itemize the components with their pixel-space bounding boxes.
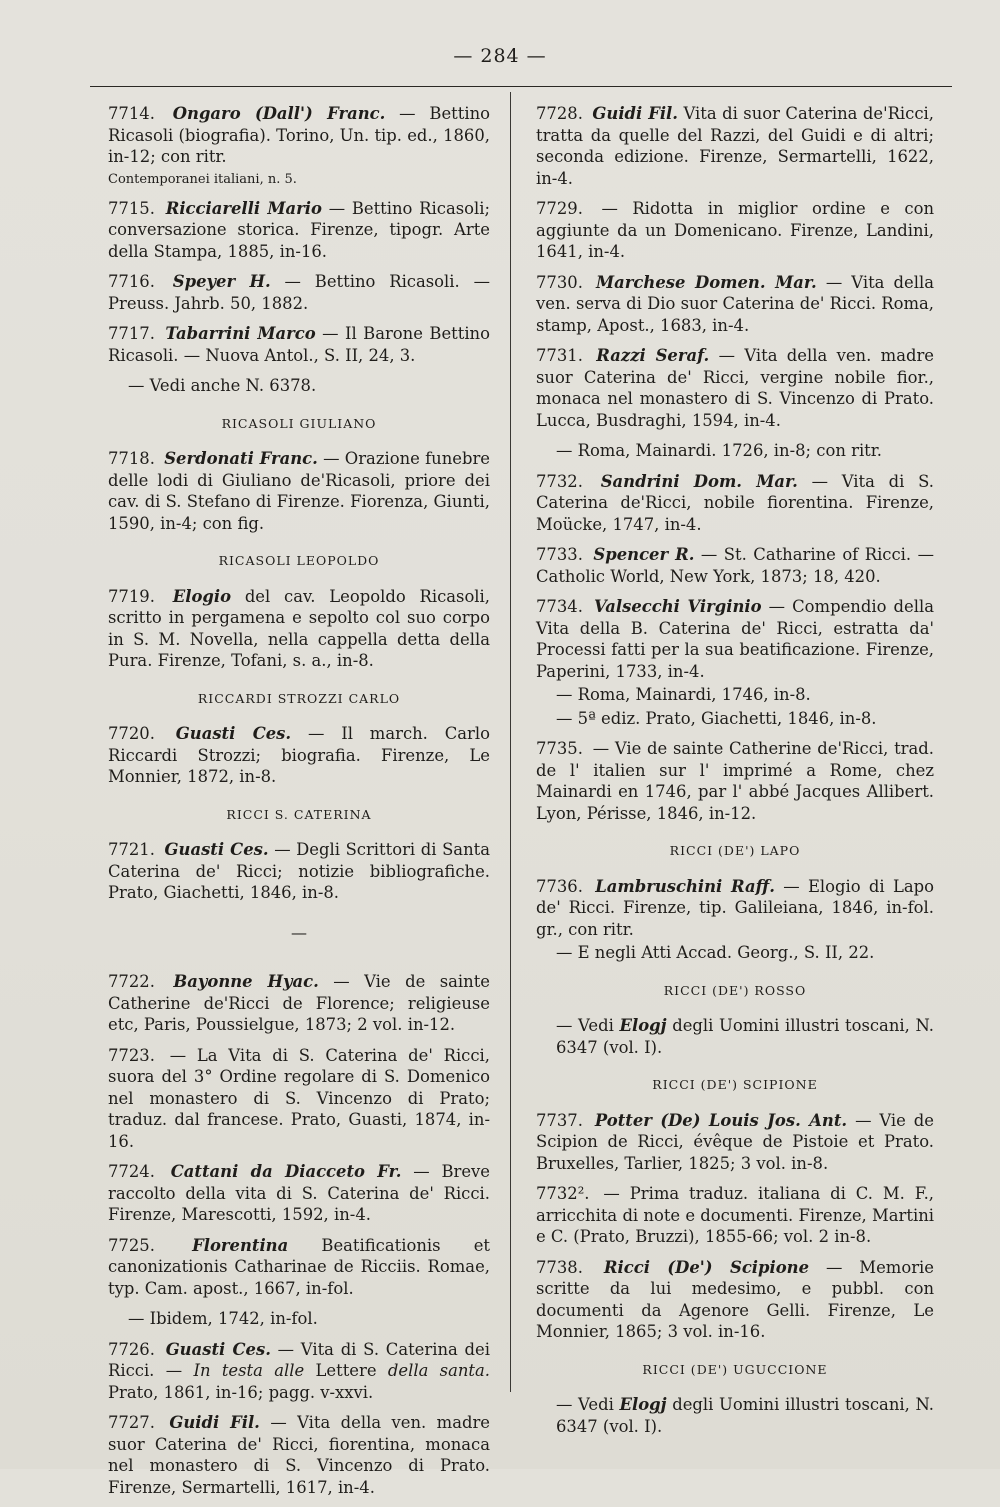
cross-reference: — Roma, Mainardi. 1726, in-8; con ritr. bbox=[556, 441, 883, 460]
entry-7723 bbox=[108, 1045, 490, 1153]
entry-text: — Vedi bbox=[556, 1395, 614, 1414]
entry-italic: della santa. bbox=[387, 1361, 490, 1380]
entry-7717 bbox=[108, 323, 490, 366]
entry-text: — Bettino Ricasoli (biografia). Torino, Un. tip. ed., 1860, in-12; con ritr. bbox=[108, 104, 490, 166]
series-note: Contemporanei italiani, n. 5. bbox=[108, 171, 297, 187]
entry-author: Ongaro (Dall') Franc. bbox=[172, 104, 386, 123]
entry-text: degli Uomini illustri toscani, N. 6347 (vol. I). bbox=[556, 1395, 934, 1436]
section-heading: RICCARDI STROZZI CARLO bbox=[197, 690, 401, 706]
entry-number: 7735. bbox=[536, 739, 583, 758]
entry-author: Speyer H. bbox=[172, 272, 271, 291]
entry-author: Florentina bbox=[192, 1235, 289, 1255]
entry-7728 bbox=[536, 103, 934, 189]
entry-author: Marchese Domen. Mar. bbox=[596, 272, 817, 292]
entry-author: Valsecchi Virginio bbox=[594, 597, 762, 616]
entry-7725 bbox=[108, 1235, 490, 1300]
section-heading: RICCI (DE') UGUCCIONE bbox=[642, 1361, 828, 1377]
entry-number: 7728. bbox=[536, 104, 583, 123]
entry-author: Potter (De) Louis Jos. Ant. bbox=[594, 1110, 848, 1130]
entry-text: — Vita di S. Caterina dei Ricci. — bbox=[108, 1339, 490, 1380]
top-rule bbox=[90, 86, 952, 87]
section-heading: RICCI (DE') LAPO bbox=[669, 843, 801, 858]
entry-author: Sandrini Dom. Mar. bbox=[600, 471, 798, 491]
entry-author: Guasti Ces. bbox=[175, 724, 292, 743]
entry-author: Elogj bbox=[619, 1395, 667, 1414]
section-heading: RICCI S. CATERINA bbox=[226, 806, 372, 822]
entry-text: — Vita di S. Caterina de'Ricci, nobile fiorentina. Firenze, Moücke, 1747, in-4. bbox=[536, 471, 934, 534]
entry-text: Prato, 1861, in-16; pagg. v-xxvi. bbox=[108, 1382, 374, 1402]
uguccione-reference bbox=[536, 1394, 934, 1437]
entry-7727 bbox=[108, 1412, 490, 1498]
entry-number: 7725. bbox=[108, 1235, 155, 1255]
entry-text: — Orazione funebre delle lodi di Giuliano de'Ricasoli, priore dei cav. di S. Stefano di Firenze. Fiorenza, Giunti, 1590, in-4; con fig. bbox=[108, 449, 490, 533]
entry-number: 7736. bbox=[536, 876, 583, 896]
entry-author: Serdonati Franc. bbox=[164, 449, 318, 468]
right-column bbox=[536, 103, 934, 1446]
entry-7732 bbox=[536, 471, 934, 536]
entry-author: Tabarrini Marco bbox=[165, 324, 316, 343]
entry-author: Elogj bbox=[619, 1016, 667, 1035]
entry-text: — Vedi bbox=[556, 1016, 614, 1035]
entry-number: 7722. bbox=[108, 972, 155, 991]
entry-number: 7715. bbox=[108, 198, 155, 218]
section-heading: RICASOLI LEOPOLDO bbox=[218, 553, 380, 568]
entry-number: 7723. bbox=[108, 1045, 155, 1065]
entry-7733 bbox=[536, 544, 934, 587]
entry-author: Ricciarelli Mario bbox=[165, 198, 322, 218]
entry-text: Vita di suor Caterina de'Ricci, tratta da quelle del Razzi, del Guidi e di altri; seconda edizione. Firenze, Sermartelli, 1622, in-4. bbox=[536, 104, 934, 188]
entry-7715 bbox=[108, 198, 490, 263]
entry-number: 7717. bbox=[108, 324, 155, 343]
entry-number: 7716. bbox=[108, 272, 155, 291]
entry-author: Guidi Fil. bbox=[592, 104, 678, 123]
entry-7724 bbox=[108, 1161, 490, 1226]
entry-number: 7718. bbox=[108, 449, 155, 468]
entry-text: — Elogio di Lapo de' Ricci. Firenze, tip. Galileiana, 1846, in-fol. gr., con ritr. bbox=[536, 876, 934, 939]
entry-text: — Compendio della Vita della B. Caterina de' Ricci, estratta da' Processi fatti per la sua beatificazione. Firenze, Paperini, 1733, in-4. bbox=[536, 597, 934, 681]
entry-author: Guidi Fil. bbox=[169, 1413, 260, 1432]
cross-reference: — Vedi anche N. 6378. bbox=[128, 376, 317, 395]
entry-number: 7714. bbox=[108, 104, 155, 123]
entry-text: — Vie de Scipion de Ricci, évêque de Pistoie et Prato. Bruxelles, Tarlier, 1825; 3 vol. in-8. bbox=[536, 1110, 934, 1173]
section-heading: RICCI (DE') ROSSO bbox=[663, 982, 807, 998]
rosso-reference bbox=[536, 1015, 934, 1058]
entry-7719 bbox=[108, 586, 490, 672]
entry-text: degli Uomini illustri toscani, N. 6347 (vol. I). bbox=[556, 1016, 934, 1057]
column-divider bbox=[510, 92, 511, 1392]
cross-reference: — Roma, Mainardi, 1746, in-8. bbox=[556, 685, 811, 704]
entry-7735 bbox=[536, 738, 934, 824]
entry-number: 7719. bbox=[108, 586, 155, 606]
entry-number: 7721. bbox=[108, 840, 155, 859]
entry-7721 bbox=[108, 839, 490, 904]
entry-text: — Bettino Ricasoli; conversazione storica. Firenze, tipogr. Arte della Stampa, 1885, in-16. bbox=[108, 198, 490, 261]
entry-number: 7733. bbox=[536, 545, 583, 564]
entry-number: 7726. bbox=[108, 1339, 155, 1359]
section-heading: RICASOLI GIULIANO bbox=[221, 415, 377, 431]
entry-7722 bbox=[108, 971, 490, 1036]
cross-reference: — Ibidem, 1742, in-fol. bbox=[128, 1309, 318, 1328]
entry-text: — St. Catharine of Ricci. — Catholic World, New York, 1873; 18, 420. bbox=[536, 545, 934, 586]
entry-text: — Prima traduz. italiana di C. M. F., arricchita di note e documenti. Firenze, Martini e C. (Prato, Bruzzi), 1855-66; vol. 2 in-8. bbox=[536, 1184, 935, 1246]
entry-text: — Degli Scrittori di Santa Caterina de' Ricci; notizie bibliografiche. Prato, Giachetti, 1846, in-8. bbox=[108, 840, 490, 902]
entry-number: 7727. bbox=[108, 1413, 155, 1432]
entry-text: Beatificationis et canonizationis Catharinae de Ricciis. Romae, typ. Cam. apost., 1667, in-fol. bbox=[108, 1235, 490, 1298]
entry-number: 7724. bbox=[108, 1162, 155, 1181]
entry-text: — La Vita di S. Caterina de' Ricci, suora del 3° Ordine regolare di S. Domenico nel monastero di S. Vincenzo di Prato; traduz. dal francese. Prato, Guasti, 1874, in-16. bbox=[108, 1045, 490, 1151]
section-heading: RICCI (DE') SCIPIONE bbox=[652, 1077, 818, 1092]
entry-7720 bbox=[108, 723, 490, 788]
section-separator: — bbox=[291, 922, 307, 942]
entry-author: Cattani da Diacceto Fr. bbox=[170, 1162, 402, 1181]
entry-7716 bbox=[108, 271, 490, 314]
entry-7731 bbox=[536, 345, 934, 431]
entry-text: — Memorie scritte da lui medesimo, e pubbl. con documenti da Agenore Gelli. Firenze, Le Monnier, 1865; 3 vol. in-16. bbox=[536, 1257, 934, 1341]
entry-author: Lambruschini Raff. bbox=[595, 876, 775, 896]
entry-text: — Vita della ven. madre suor Caterina de' Ricci, vergine nobile fior., monaca nel monastero di S. Vincenzo di Prato. Lucca, Busdraghi, 1594, in-4. bbox=[536, 346, 934, 430]
cross-reference: — E negli Atti Accad. Georg., S. II, 22. bbox=[556, 943, 875, 962]
entry-author: Razzi Seraf. bbox=[596, 346, 710, 365]
entry-author: Guasti Ces. bbox=[164, 840, 269, 859]
entry-number: 7732. bbox=[536, 471, 583, 491]
entry-author: Guasti Ces. bbox=[165, 1339, 271, 1359]
entry-7736 bbox=[536, 876, 934, 941]
entry-text: — Ridotta in miglior ordine e con aggiunte da un Domenicano. Firenze, Landini, 1641, in-4. bbox=[536, 199, 934, 261]
left-column bbox=[108, 103, 490, 1507]
entry-7729 bbox=[536, 198, 934, 263]
entry-text: del cav. Leopoldo Ricasoli, scritto in pergamena e sepolto col suo corpo in S. M. Novella, nella cappella detta della Pura. Firenze, Tofani, s. a., in-8. bbox=[108, 586, 491, 670]
entry-7714 bbox=[108, 103, 490, 168]
page-number: — 284 — bbox=[453, 45, 547, 67]
entry-text: — Breve raccolto della vita di S. Caterina de' Ricci. Firenze, Marescotti, 1592, in-4. bbox=[108, 1162, 490, 1224]
entry-number: 7732². bbox=[536, 1184, 590, 1203]
entry-7718 bbox=[108, 448, 490, 534]
entry-author: Elogio bbox=[172, 586, 232, 606]
entry-number: 7730. bbox=[536, 272, 583, 292]
entry-text: — Vita della ven. serva di Dio suor Caterina de' Ricci. Roma, stamp, Apost., 1683, in-4. bbox=[536, 272, 934, 335]
entry-text: — Vita della ven. madre suor Caterina de' Ricci, fiorentina, monaca nel monastero di S. Vincenzo di Prato. Firenze, Sermartelli, 1617, in-4. bbox=[108, 1413, 490, 1497]
entry-text: — Il march. Carlo Riccardi Strozzi; biografia. Firenze, Le Monnier, 1872, in-8. bbox=[108, 724, 490, 786]
entry-7737 bbox=[536, 1110, 934, 1175]
entry-7726 bbox=[108, 1339, 490, 1404]
cross-reference: — 5ª ediz. Prato, Giachetti, 1846, in-8. bbox=[556, 708, 877, 728]
entry-number: 7720. bbox=[108, 724, 155, 743]
entry-text: — Il Barone Bettino Ricasoli. — Nuova Antol., S. II, 24, 3. bbox=[108, 324, 490, 365]
entry-text: Lettere bbox=[315, 1361, 377, 1380]
entry-7737-bis bbox=[536, 1183, 934, 1248]
entry-7730 bbox=[536, 272, 934, 337]
entry-text: — Bettino Ricasoli. — Preuss. Jahrb. 50, 1882. bbox=[108, 272, 490, 313]
entry-author: Ricci (De') Scipione bbox=[603, 1257, 809, 1277]
entry-7734 bbox=[536, 596, 934, 682]
entry-number: 7738. bbox=[536, 1257, 583, 1277]
entry-number: 7737. bbox=[536, 1110, 583, 1130]
entry-number: 7729. bbox=[536, 199, 583, 218]
entry-author: Bayonne Hyac. bbox=[173, 972, 319, 991]
entry-number: 7731. bbox=[536, 346, 583, 365]
entry-text: — Vie de sainte Catherine de'Ricci de Florence; religieuse etc, Paris, Poussielgue, 1873; 2 vol. in-12. bbox=[108, 972, 490, 1034]
entry-author: Spencer R. bbox=[593, 545, 695, 564]
entry-7738 bbox=[536, 1257, 934, 1343]
entry-number: 7734. bbox=[536, 597, 583, 616]
entry-italic: In testa alle bbox=[193, 1361, 305, 1380]
entry-text: — Vie de sainte Catherine de'Ricci, trad. de l' italien sur l' imprimé a Rome, chez Mainardi en 1746, par l' abbé Jacques Allibert. Lyon, Périsse, 1846, in-12. bbox=[536, 739, 934, 823]
